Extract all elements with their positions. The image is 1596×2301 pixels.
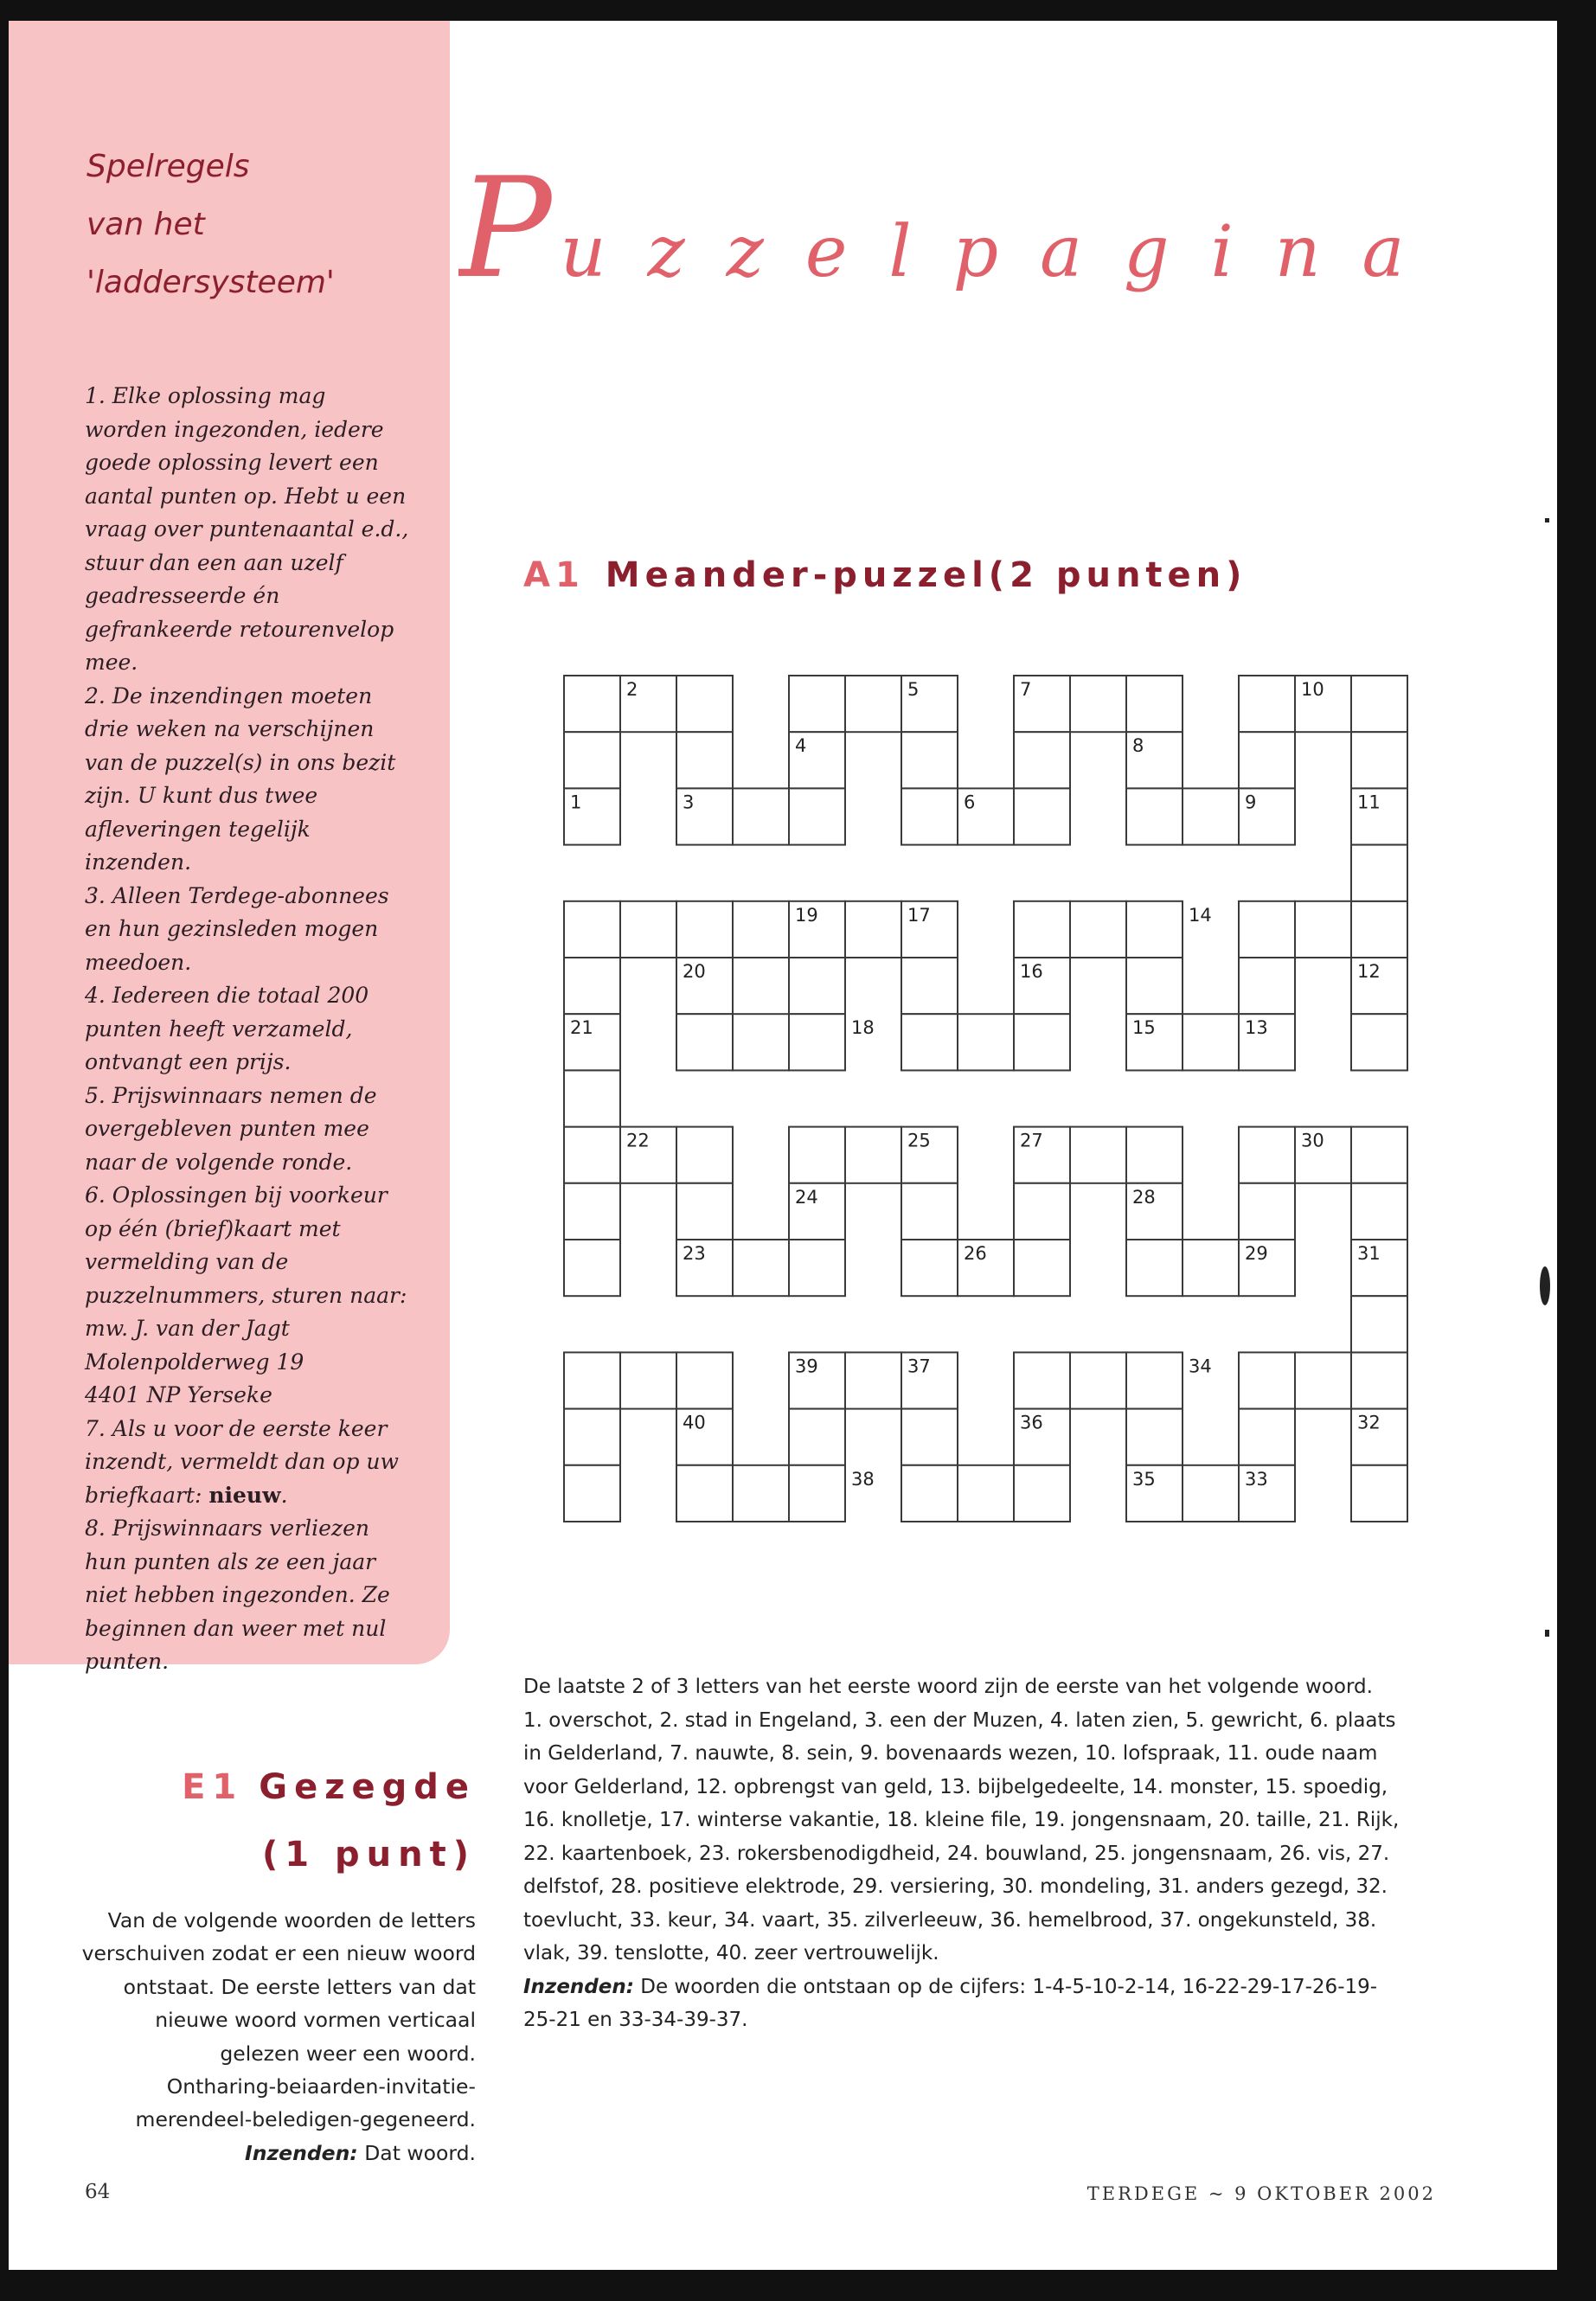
a1-intro: De laatste 2 of 3 letters van het eerste woord zijn de eerste van het volgende woord. xyxy=(523,1676,1373,1698)
a1-submit-text: De woorden die ontstaan op de cijfers: 1-4-5-10-2-14, 16-22-29-17-26-19-25-21 en 33-34-39-37. xyxy=(523,1975,1378,2031)
grid-number: 31 xyxy=(1357,1243,1381,1264)
grid-cell xyxy=(1239,958,1295,1014)
grid-cell xyxy=(676,901,733,958)
rule-item: 2. De inzendingen moeten drie weken na verschijnen van de puzzel(s) in ons bezit zijn. U kunt dus twee afleveringen tegelijk inzenden. xyxy=(85,683,396,875)
grid-cell xyxy=(564,1240,620,1296)
grid-number: 25 xyxy=(907,1130,931,1151)
grid-number: 23 xyxy=(683,1243,706,1264)
grid-cell xyxy=(1126,901,1183,958)
grid-cell xyxy=(620,901,676,958)
rule-7-end: . xyxy=(280,1482,288,1508)
e1-words: Ontharing-beiaarden-invitatie-merendeel-beledigen-gegeneerd. xyxy=(135,2074,476,2132)
grid-cell xyxy=(845,901,901,958)
grid-number: 40 xyxy=(683,1412,706,1433)
grid-cell xyxy=(1014,1352,1070,1408)
grid-number: 2 xyxy=(626,679,638,700)
grid-cell xyxy=(1070,1352,1126,1408)
grid-cell xyxy=(1351,732,1407,788)
grid-number: 7 xyxy=(1020,679,1032,700)
grid-cell xyxy=(1239,676,1295,732)
grid-cell xyxy=(1239,1127,1295,1183)
grid-number: 28 xyxy=(1132,1186,1156,1208)
grid-cell xyxy=(845,676,901,732)
rules-title-line: van het xyxy=(87,207,205,242)
grid-cell xyxy=(1126,1409,1183,1465)
grid-number: 17 xyxy=(907,904,931,926)
grid-cell xyxy=(564,676,620,732)
grid-cell xyxy=(1351,1465,1407,1522)
grid-cell xyxy=(1239,901,1295,958)
grid-number: 29 xyxy=(1245,1243,1268,1264)
page-title-initial: P xyxy=(458,147,552,309)
rules-title xyxy=(87,138,335,311)
grid-number: 9 xyxy=(1245,792,1257,813)
grid-number: 15 xyxy=(1132,1017,1156,1039)
grid-cell xyxy=(676,732,733,788)
grid-cell xyxy=(789,1014,845,1070)
e1-submit-text: Dat woord. xyxy=(364,2140,476,2165)
grid-cell xyxy=(733,1465,789,1522)
grid-number: 1 xyxy=(570,792,582,813)
grid-cell xyxy=(901,1240,958,1296)
grid-cell xyxy=(1239,1409,1295,1465)
e1-intro: Van de volgende woorden de letters verschuiven zodat er een nieuw woord ontstaat. De eerste letters van dat nieuwe woord vormen verticaal gelezen weer een woord. xyxy=(81,1908,476,2066)
rule-item: 1. Elke oplossing mag worden ingezonden, iedere goede oplossing levert een aantal punten op. Hebt u een vraag over puntenaantal e.d., stuur dan een aan uzelf geadresseerde én gefrankeerde retourenvelop mee. xyxy=(85,383,409,675)
grid-cell xyxy=(1070,676,1126,732)
grid-cell xyxy=(1351,845,1407,901)
e1-subtitle: (1 punt) xyxy=(261,1835,476,1875)
grid-cell xyxy=(1014,1183,1070,1240)
grid-cell xyxy=(901,958,958,1014)
grid-number: 24 xyxy=(795,1186,818,1208)
grid-number: 5 xyxy=(907,679,920,700)
grid-cell xyxy=(1014,901,1070,958)
grid-cell xyxy=(564,1465,620,1522)
grid-cell xyxy=(1183,1014,1239,1070)
grid-number: 34 xyxy=(1189,1356,1212,1377)
grid-cell xyxy=(1014,732,1070,788)
page-number: 64 xyxy=(85,2181,111,2203)
grid-cell xyxy=(1183,788,1239,844)
grid-number: 4 xyxy=(795,735,807,757)
grid-number: 37 xyxy=(907,1356,931,1377)
grid-number: 38 xyxy=(851,1468,875,1490)
rule-item xyxy=(85,1413,413,1513)
grid-number: 39 xyxy=(795,1356,818,1377)
scan-speck xyxy=(1545,1630,1549,1637)
rule-7-keyword: nieuw xyxy=(208,1482,281,1508)
grid-cell xyxy=(901,1183,958,1240)
grid-number: 21 xyxy=(570,1017,593,1039)
rule-item: 6. Oplossingen bij voorkeur op één (brief)kaart met vermelding van de puzzelnummers, sturen naar: xyxy=(85,1183,407,1308)
grid-cell xyxy=(1126,1240,1183,1296)
rules-title-line: 'laddersysteem' xyxy=(87,265,335,300)
grid-cell xyxy=(1014,1240,1070,1296)
grid-cell xyxy=(733,1014,789,1070)
address-line: Molenpolderweg 19 xyxy=(85,1349,304,1375)
meander-grid xyxy=(562,674,1419,1548)
grid-cell xyxy=(676,1465,733,1522)
grid-cell xyxy=(845,1127,901,1183)
grid-cell xyxy=(958,1465,1014,1522)
grid-cell xyxy=(789,1240,845,1296)
grid-cell xyxy=(1014,1014,1070,1070)
grid-cell xyxy=(1126,1352,1183,1408)
grid-number: 27 xyxy=(1020,1130,1043,1151)
grid-cell xyxy=(901,1465,958,1522)
a1-clues: 1. overschot, 2. stad in Engeland, 3. een der Muzen, 4. laten zien, 5. gewricht, 6. plaats in Gelderland, 7. nauwte, 8. sein, 9. bovenaards wezen, 10. lofspraak, 11. oude naam voor Gelderland, 12. opbrengst van geld, 13. bijbelgedeelte, 14. monster, 15. spoedig, 16. knolletje, 17. winterse vakantie, 18. kleine file, 19. jongensnaam, 20. taille, 21. Rijk, 22. kaartenboek, 23. rokersbenodigdheid, 24. bouwland, 25. jongensnaam, 26. vis, 27. delfstof, 28. positieve elektrode, 29. versiering, 30. mondeling, 31. anders gezegd, 32. toevlucht, 33. keur, 34. vaart, 35. zilverleeuw, 36. hemelbrood, 37. ongekunsteld, 38. vlak, 39. tenslotte, 40. zeer vertrouwelijk. xyxy=(523,1708,1400,1965)
grid-cell xyxy=(733,1240,789,1296)
grid-number: 26 xyxy=(964,1243,987,1264)
grid-cell xyxy=(901,788,958,844)
e1-code: E1 xyxy=(182,1767,244,1807)
grid-cell xyxy=(789,1127,845,1183)
grid-cell xyxy=(789,958,845,1014)
grid-cell xyxy=(1126,788,1183,844)
grid-number: 22 xyxy=(626,1130,650,1151)
grid-cell xyxy=(1070,1127,1126,1183)
e1-submit xyxy=(76,2137,476,2170)
grid-number: 16 xyxy=(1020,961,1043,982)
grid-number: 12 xyxy=(1357,961,1381,982)
grid-cell xyxy=(564,1352,620,1408)
grid-cell xyxy=(1351,1127,1407,1183)
rules-list xyxy=(85,380,413,1679)
grid-cell xyxy=(676,1183,733,1240)
publication-footer: TERDEGE ~ 9 OKTOBER 2002 xyxy=(1086,2183,1436,2204)
grid-number: 33 xyxy=(1245,1468,1268,1490)
a1-title: Meander-puzzel(2 punten) xyxy=(605,555,1247,595)
magazine-page xyxy=(9,21,1557,2270)
grid-number: 35 xyxy=(1132,1468,1156,1490)
grid-cell xyxy=(1070,901,1126,958)
grid-cell xyxy=(676,1127,733,1183)
grid-cell xyxy=(1351,901,1407,958)
e1-submit-label: Inzenden: xyxy=(245,2140,358,2165)
grid-cell xyxy=(1351,1352,1407,1408)
grid-cell xyxy=(564,1183,620,1240)
grid-cell xyxy=(1126,958,1183,1014)
grid-cell xyxy=(901,732,958,788)
grid-cell xyxy=(1351,1183,1407,1240)
grid-cell xyxy=(1239,1183,1295,1240)
grid-cell xyxy=(1295,901,1351,958)
grid-cell xyxy=(564,901,620,958)
grid-cell xyxy=(1295,1352,1351,1408)
grid-cell xyxy=(845,1352,901,1408)
a1-text xyxy=(523,1670,1406,2037)
grid-cell xyxy=(789,1465,845,1522)
grid-cell xyxy=(901,1409,958,1465)
grid-cell xyxy=(1239,732,1295,788)
a1-submit-label: Inzenden: xyxy=(523,1975,634,1998)
grid-cell xyxy=(1126,1127,1183,1183)
address-line: mw. J. van der Jagt xyxy=(85,1316,290,1341)
grid-cell xyxy=(564,1409,620,1465)
rules-title-line: Spelregels xyxy=(87,149,250,184)
grid-cell xyxy=(901,1014,958,1070)
grid-number: 20 xyxy=(683,961,706,982)
e1-text xyxy=(76,1904,476,2170)
e1-heading xyxy=(121,1753,476,1888)
grid-cell xyxy=(564,1070,620,1126)
grid-cell xyxy=(1183,1240,1239,1296)
grid-cell xyxy=(620,1352,676,1408)
grid-cell xyxy=(1126,676,1183,732)
a1-submit xyxy=(523,1971,1406,2037)
grid-number: 13 xyxy=(1245,1017,1268,1039)
grid-cell xyxy=(1014,788,1070,844)
grid-number: 11 xyxy=(1357,792,1381,813)
page-title xyxy=(458,125,1548,315)
a1-code: A1 xyxy=(523,555,585,595)
rule-item: 5. Prijswinnaars nemen de overgebleven punten mee naar de volgende ronde. xyxy=(85,1082,377,1175)
grid-cell xyxy=(564,1127,620,1183)
a1-heading xyxy=(523,555,1247,595)
grid-cell xyxy=(676,1014,733,1070)
grid-cell xyxy=(1351,1014,1407,1070)
grid-number: 32 xyxy=(1357,1412,1381,1433)
rule-item: 4. Iedereen die totaal 200 punten heeft verzameld, ontvangt een prijs. xyxy=(85,983,369,1074)
grid-number: 30 xyxy=(1301,1130,1324,1151)
grid-number: 10 xyxy=(1301,679,1324,700)
grid-cell xyxy=(789,1409,845,1465)
grid-cell xyxy=(1351,676,1407,732)
grid-number: 3 xyxy=(683,792,695,813)
scan-speck xyxy=(1540,1266,1550,1305)
address-line: 4401 NP Yerseke xyxy=(85,1382,272,1407)
grid-cell xyxy=(958,1014,1014,1070)
grid-number: 14 xyxy=(1189,904,1212,926)
grid-cell xyxy=(1239,1352,1295,1408)
grid-cell xyxy=(789,676,845,732)
page-title-rest: uzzelpagina xyxy=(560,211,1446,293)
grid-cell xyxy=(1014,1465,1070,1522)
svg-text:Puzzelpagina xyxy=(458,147,1445,309)
grid-cell xyxy=(1183,1465,1239,1522)
grid-cell xyxy=(676,1352,733,1408)
grid-cell xyxy=(733,901,789,958)
e1-title: Gezegde xyxy=(259,1767,476,1807)
grid-cell xyxy=(789,788,845,844)
grid-cell xyxy=(1351,1296,1407,1352)
rule-7-text: 7. Als u voor de eerste keer inzendt, vermeldt dan op uw briefkaart: xyxy=(85,1415,399,1508)
grid-number: 36 xyxy=(1020,1412,1043,1433)
scan-speck xyxy=(1545,518,1549,522)
grid-cell xyxy=(564,958,620,1014)
grid-number: 18 xyxy=(851,1017,875,1039)
grid-cell xyxy=(733,788,789,844)
e1-heading-line1 xyxy=(121,1753,476,1821)
grid-number: 8 xyxy=(1132,735,1144,757)
grid-number: 19 xyxy=(795,904,818,926)
rule-item: 8. Prijswinnaars verliezen hun punten als ze een jaar niet hebben ingezonden. Ze beginnen dan weer met nul punten. xyxy=(85,1516,390,1674)
grid-cell xyxy=(564,732,620,788)
rule-item: 3. Alleen Terdege-abonnees en hun gezinsleden mogen meedoen. xyxy=(85,882,389,975)
grid-cell xyxy=(676,676,733,732)
grid-number: 6 xyxy=(964,792,976,813)
